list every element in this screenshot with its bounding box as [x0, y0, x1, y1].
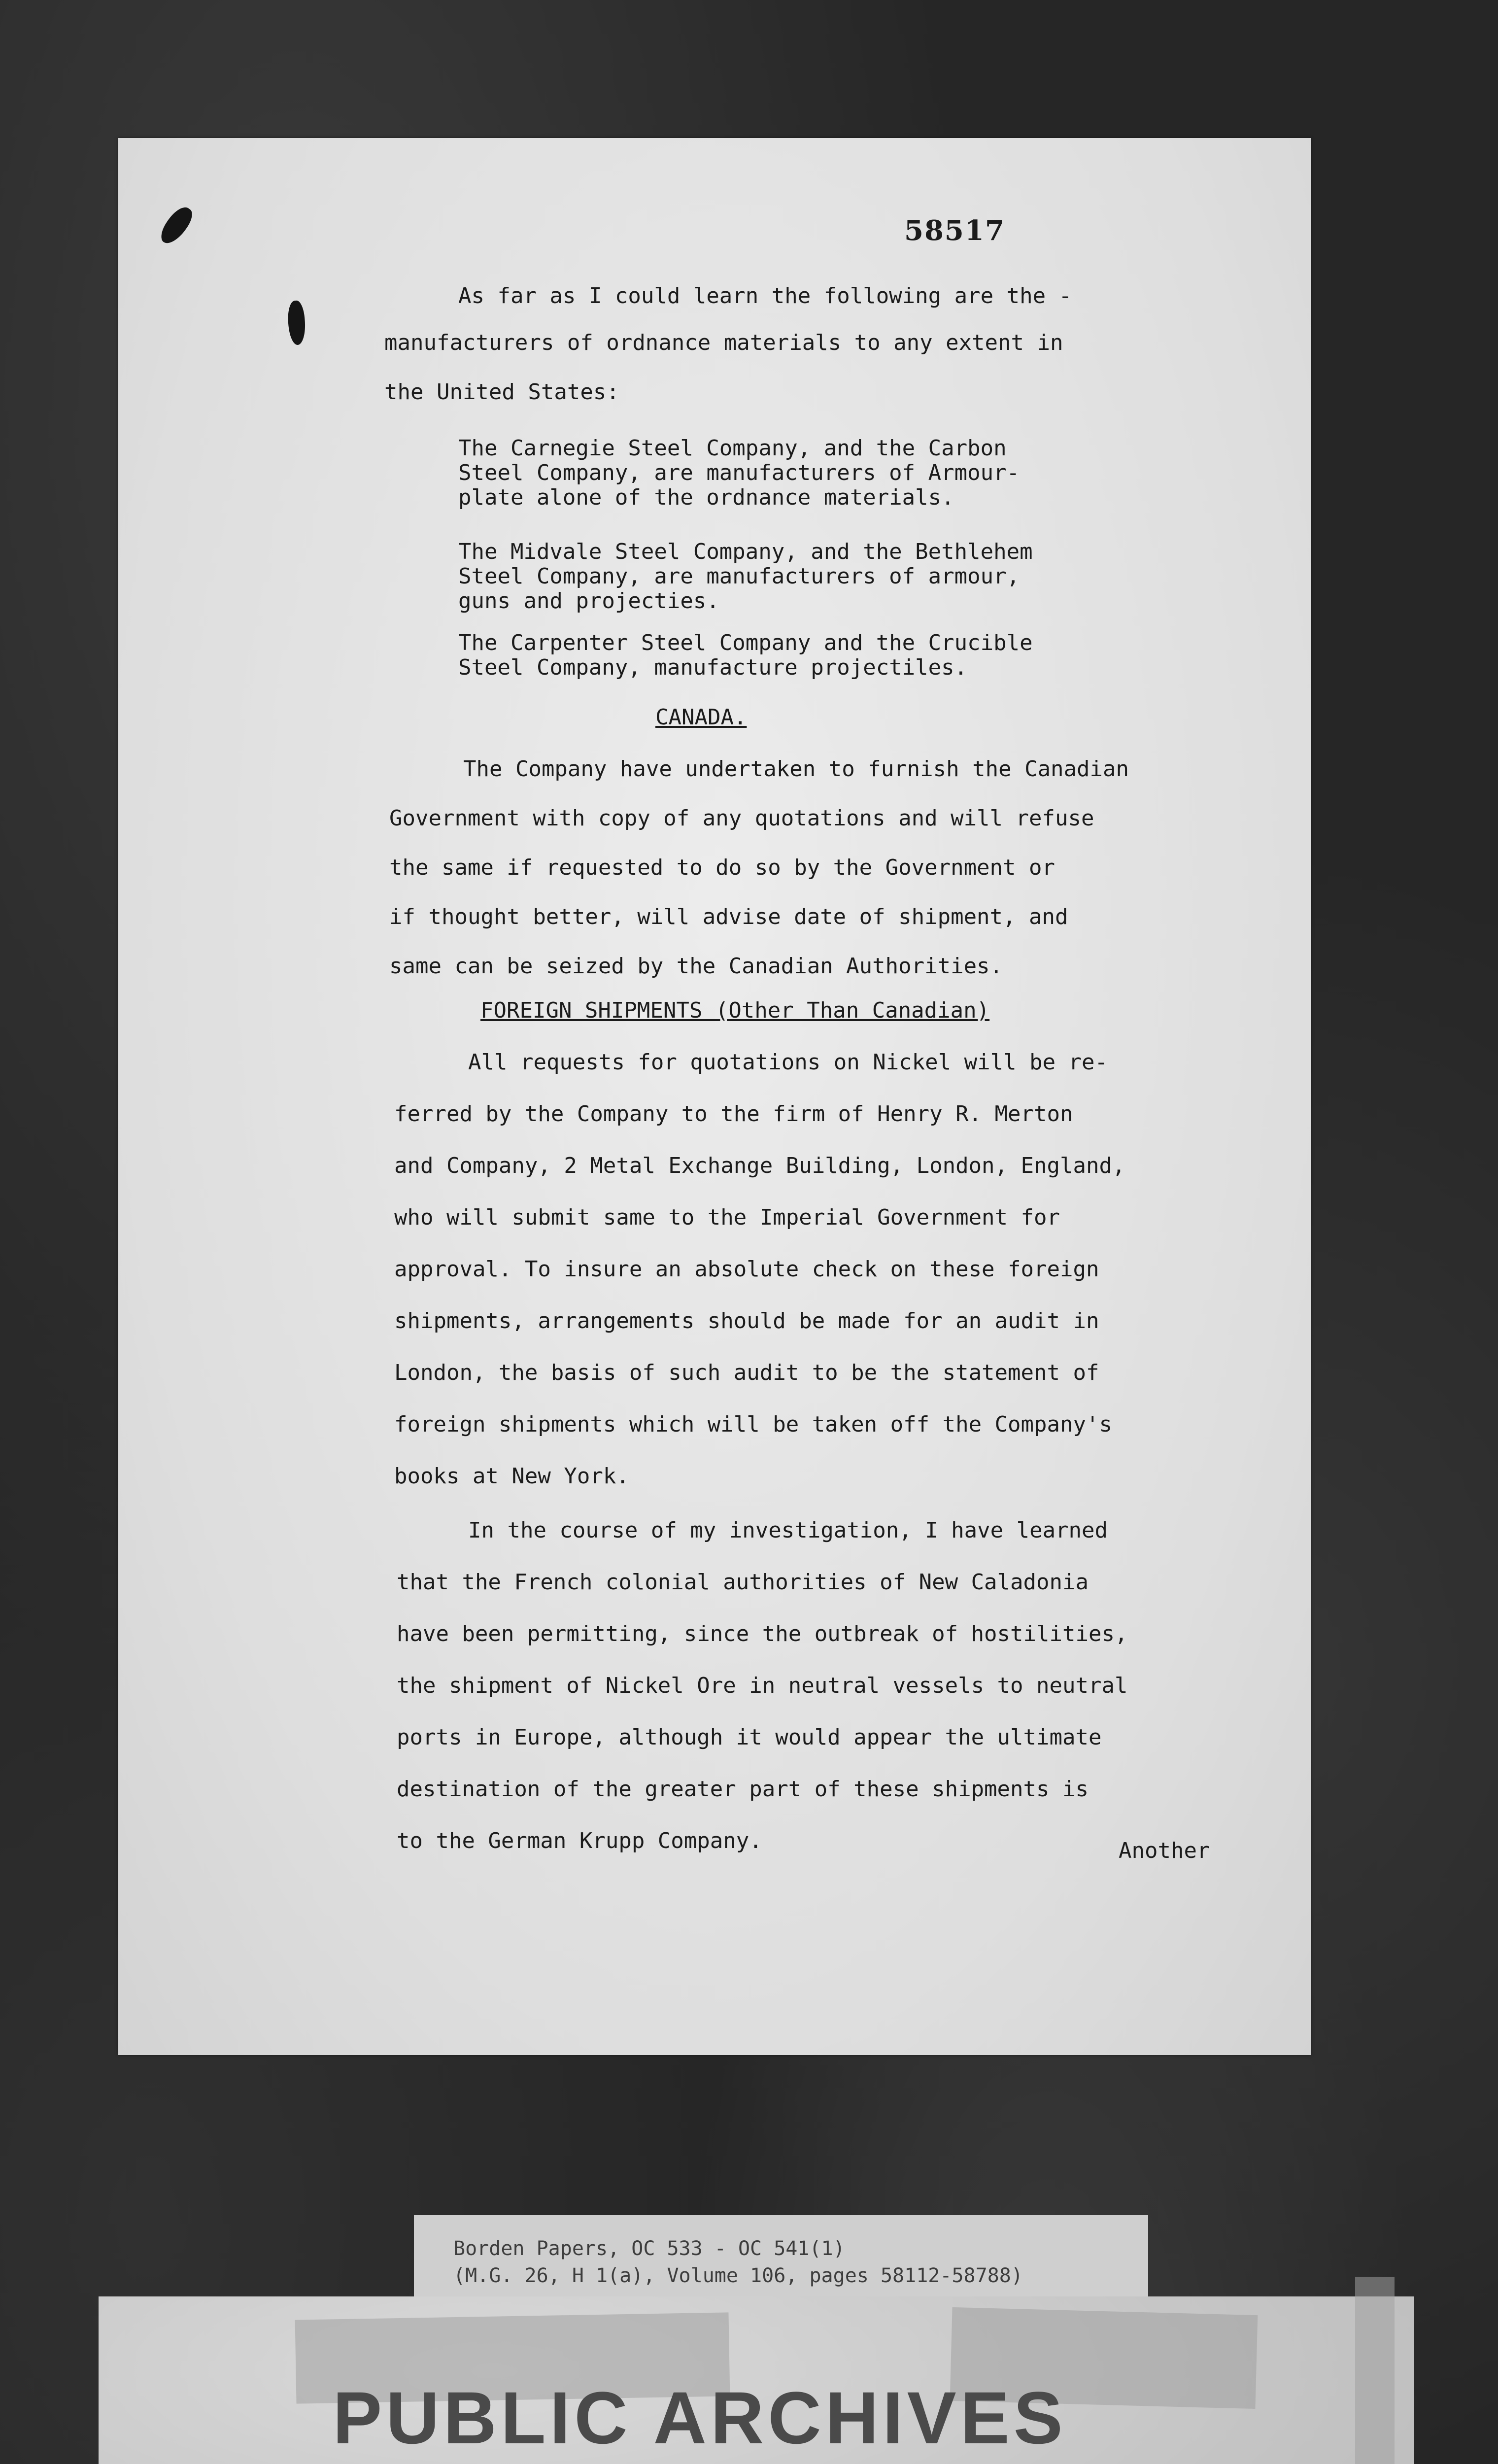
investigation-line: ports in Europe, although it would appear the ultimate: [397, 1725, 1102, 1750]
foreign-line: foreign shipments which will be taken off the Company's: [394, 1412, 1112, 1437]
foreign-line: books at New York.: [394, 1464, 629, 1489]
investigation-line: that the French colonial authorities of New Caladonia: [397, 1570, 1089, 1595]
manufacturer-paragraph: The Carnegie Steel Company, and the Carbon Steel Company, are manufacturers of Armour- plate alone of the ordnance materials.: [458, 436, 1020, 510]
typed-document-page: [118, 138, 1311, 2055]
adhesive-tape: [1355, 2277, 1395, 2464]
foreign-line: London, the basis of such audit to be the statement of: [394, 1360, 1099, 1385]
intro-line: the United States:: [384, 379, 619, 405]
foreign-line: who will submit same to the Imperial Government for: [394, 1205, 1060, 1230]
canada-line: the same if requested to do so by the Government or: [389, 855, 1055, 880]
section-heading-canada: CANADA.: [655, 705, 747, 730]
investigation-line: have been permitting, since the outbreak of hostilities,: [397, 1621, 1128, 1646]
investigation-line: destination of the greater part of these shipments is: [397, 1777, 1089, 1802]
section-heading-foreign-shipments: FOREIGN SHIPMENTS (Other Than Canadian): [480, 998, 990, 1023]
investigation-line: the shipment of Nickel Ore in neutral vessels to neutral: [397, 1673, 1128, 1698]
foreign-line: All requests for quotations on Nickel will be re-: [468, 1050, 1108, 1075]
manufacturer-paragraph: The Carpenter Steel Company and the Crucible Steel Company, manufacture projectiles.: [458, 630, 1033, 680]
punch-hole-mark: [286, 300, 307, 346]
investigation-line: to the German Krupp Company.: [397, 1828, 762, 1853]
intro-line: manufacturers of ordnance materials to any extent in: [384, 330, 1063, 355]
foreign-line: ferred by the Company to the firm of Henry R. Merton: [394, 1101, 1073, 1127]
page-number: 58517: [904, 214, 1005, 247]
stamp-title-english: PUBLIC ARCHIVES: [333, 2376, 1067, 2459]
archives-stamp-card: [99, 2296, 1414, 2464]
canada-line: same can be seized by the Canadian Authorities.: [389, 954, 1003, 979]
investigation-line: In the course of my investigation, I have learned: [468, 1518, 1108, 1543]
intro-line: As far as I could learn the following are the -: [458, 283, 1072, 308]
ink-smudge-mark: [156, 203, 197, 248]
manufacturer-paragraph: The Midvale Steel Company, and the Bethlehem Steel Company, are manufacturers of armour, guns and projecties.: [458, 539, 1033, 614]
foreign-line: shipments, arrangements should be made for an audit in: [394, 1308, 1099, 1334]
reference-line: (M.G. 26, H 1(a), Volume 106, pages 58112-58788): [453, 2264, 1023, 2287]
canada-line: Government with copy of any quotations and will refuse: [389, 806, 1094, 831]
canada-line: if thought better, will advise date of shipment, and: [389, 904, 1068, 929]
foreign-line: approval. To insure an absolute check on these foreign: [394, 1257, 1099, 1282]
continuation-word: Another: [1119, 1838, 1210, 1863]
foreign-line: and Company, 2 Metal Exchange Building, London, England,: [394, 1153, 1125, 1178]
reference-line: Borden Papers, OC 533 - OC 541(1): [453, 2237, 845, 2260]
canada-line: The Company have undertaken to furnish the Canadian: [463, 756, 1129, 782]
